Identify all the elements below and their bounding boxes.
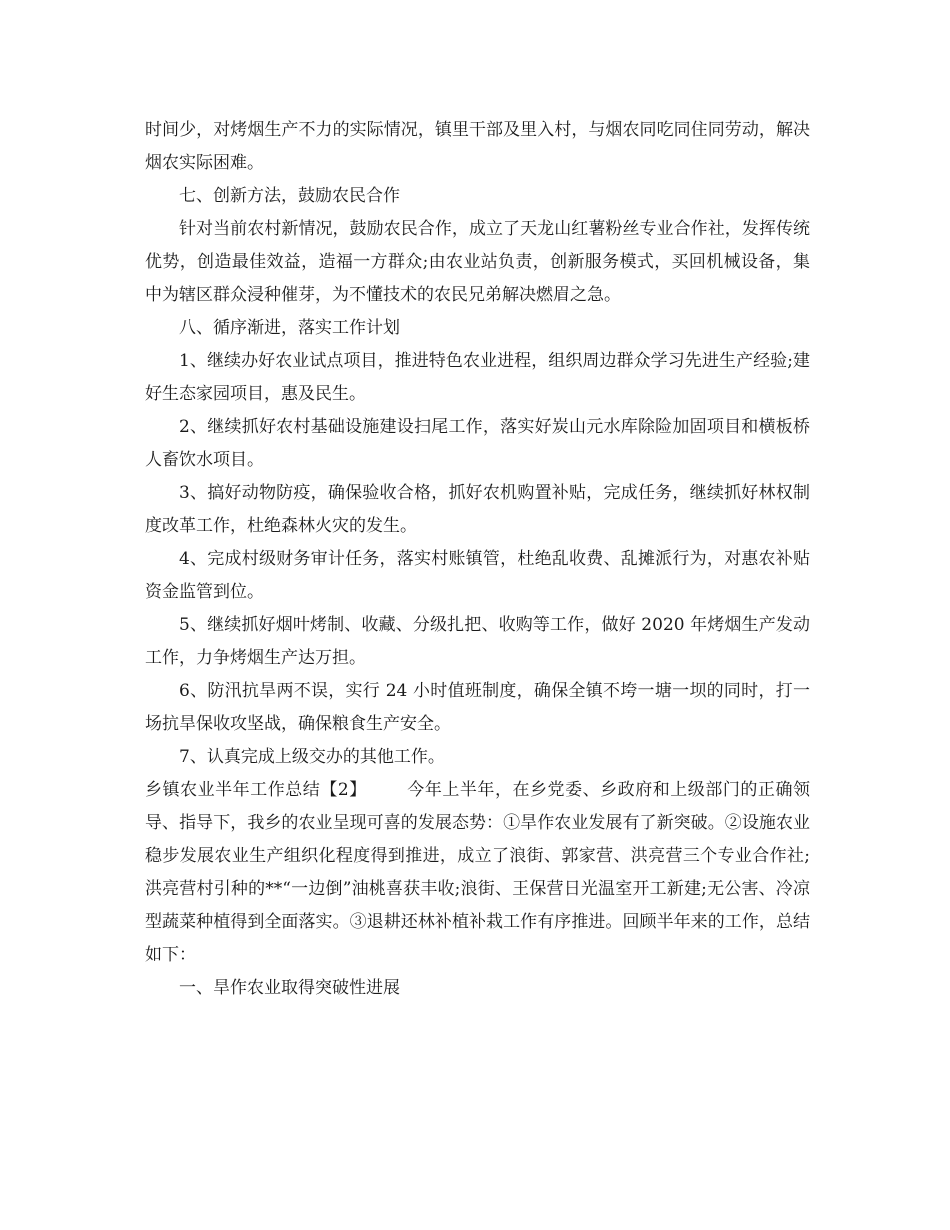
section-paragraph	[145, 774, 810, 972]
plan-item-6: 6、防汛抗旱两不误，实行 24 小时值班制度，确保全镇不垮一塘一坝的同时，打一场抗旱保收攻坚战，确保粮食生产安全。	[145, 681, 810, 734]
heading-eight: 八、循序渐进，落实工作计划	[179, 318, 400, 338]
plan-item-7: 7、认真完成上级交办的其他工作。	[179, 747, 445, 767]
plan-item-2: 2、继续抓好农村基础设施建设扫尾工作，落实好炭山元水库除险加固项目和横板桥人畜饮水项目。	[145, 417, 810, 470]
plan-item-4: 4、完成村级财务审计任务，落实村账镇管，杜绝乱收费、乱摊派行为，对惠农补贴资金监管到位。	[145, 549, 810, 602]
heading-one: 一、旱作农业取得突破性进展	[179, 978, 400, 998]
paragraph-continued: 时间少，对烤烟生产不力的实际情况，镇里干部及里入村，与烟农同吃同住同劳动，解决烟农实际困难。	[145, 120, 810, 173]
plan-item-1: 1、继续办好农业试点项目，推进特色农业进程，组织周边群众学习先进生产经验;建好生态家园项目，惠及民生。	[145, 351, 810, 404]
paragraph-cooperation: 针对当前农村新情况，鼓励农民合作，成立了天龙山红薯粉丝专业合作社，发挥传统优势，创造最佳效益，造福一方群众;由农业站负责，创新服务模式，买回机械设备，集中为辖区群众浸种催芽，为不懂技术的农民兄弟解决燃眉之急。	[145, 219, 810, 305]
plan-item-5: 5、继续抓好烟叶烤制、收藏、分级扎把、收购等工作，做好 2020 年烤烟生产发动工作，力争烤烟生产达万担。	[145, 615, 810, 668]
plan-item-3: 3、搞好动物防疫，确保验收合格，抓好农机购置补贴，完成任务，继续抓好林权制度改革工作，杜绝森林火灾的发生。	[145, 483, 810, 536]
document-body	[145, 114, 810, 1005]
heading-seven: 七、创新方法，鼓励农民合作	[179, 186, 400, 206]
section-text: 今年上半年，在乡党委、乡政府和上级部门的正确领导、指导下，我乡的农业呈现可喜的发展态势：①旱作农业发展有了新突破。②设施农业稳步发展农业生产组织化程度得到推进，成立了浪街、郭家营、洪亮营三个专业合作社;洪亮营村引种的**“一边倒”油桃喜获丰收;浪街、王保营日光温室开工新建;无公害、冷凉型蔬菜种植得到全面落实。③退耕还林补植补栽工作有序推进。回顾半年来的工作，总结如下：	[145, 780, 810, 965]
section-heading: 乡镇农业半年工作总结【2】	[145, 780, 367, 800]
